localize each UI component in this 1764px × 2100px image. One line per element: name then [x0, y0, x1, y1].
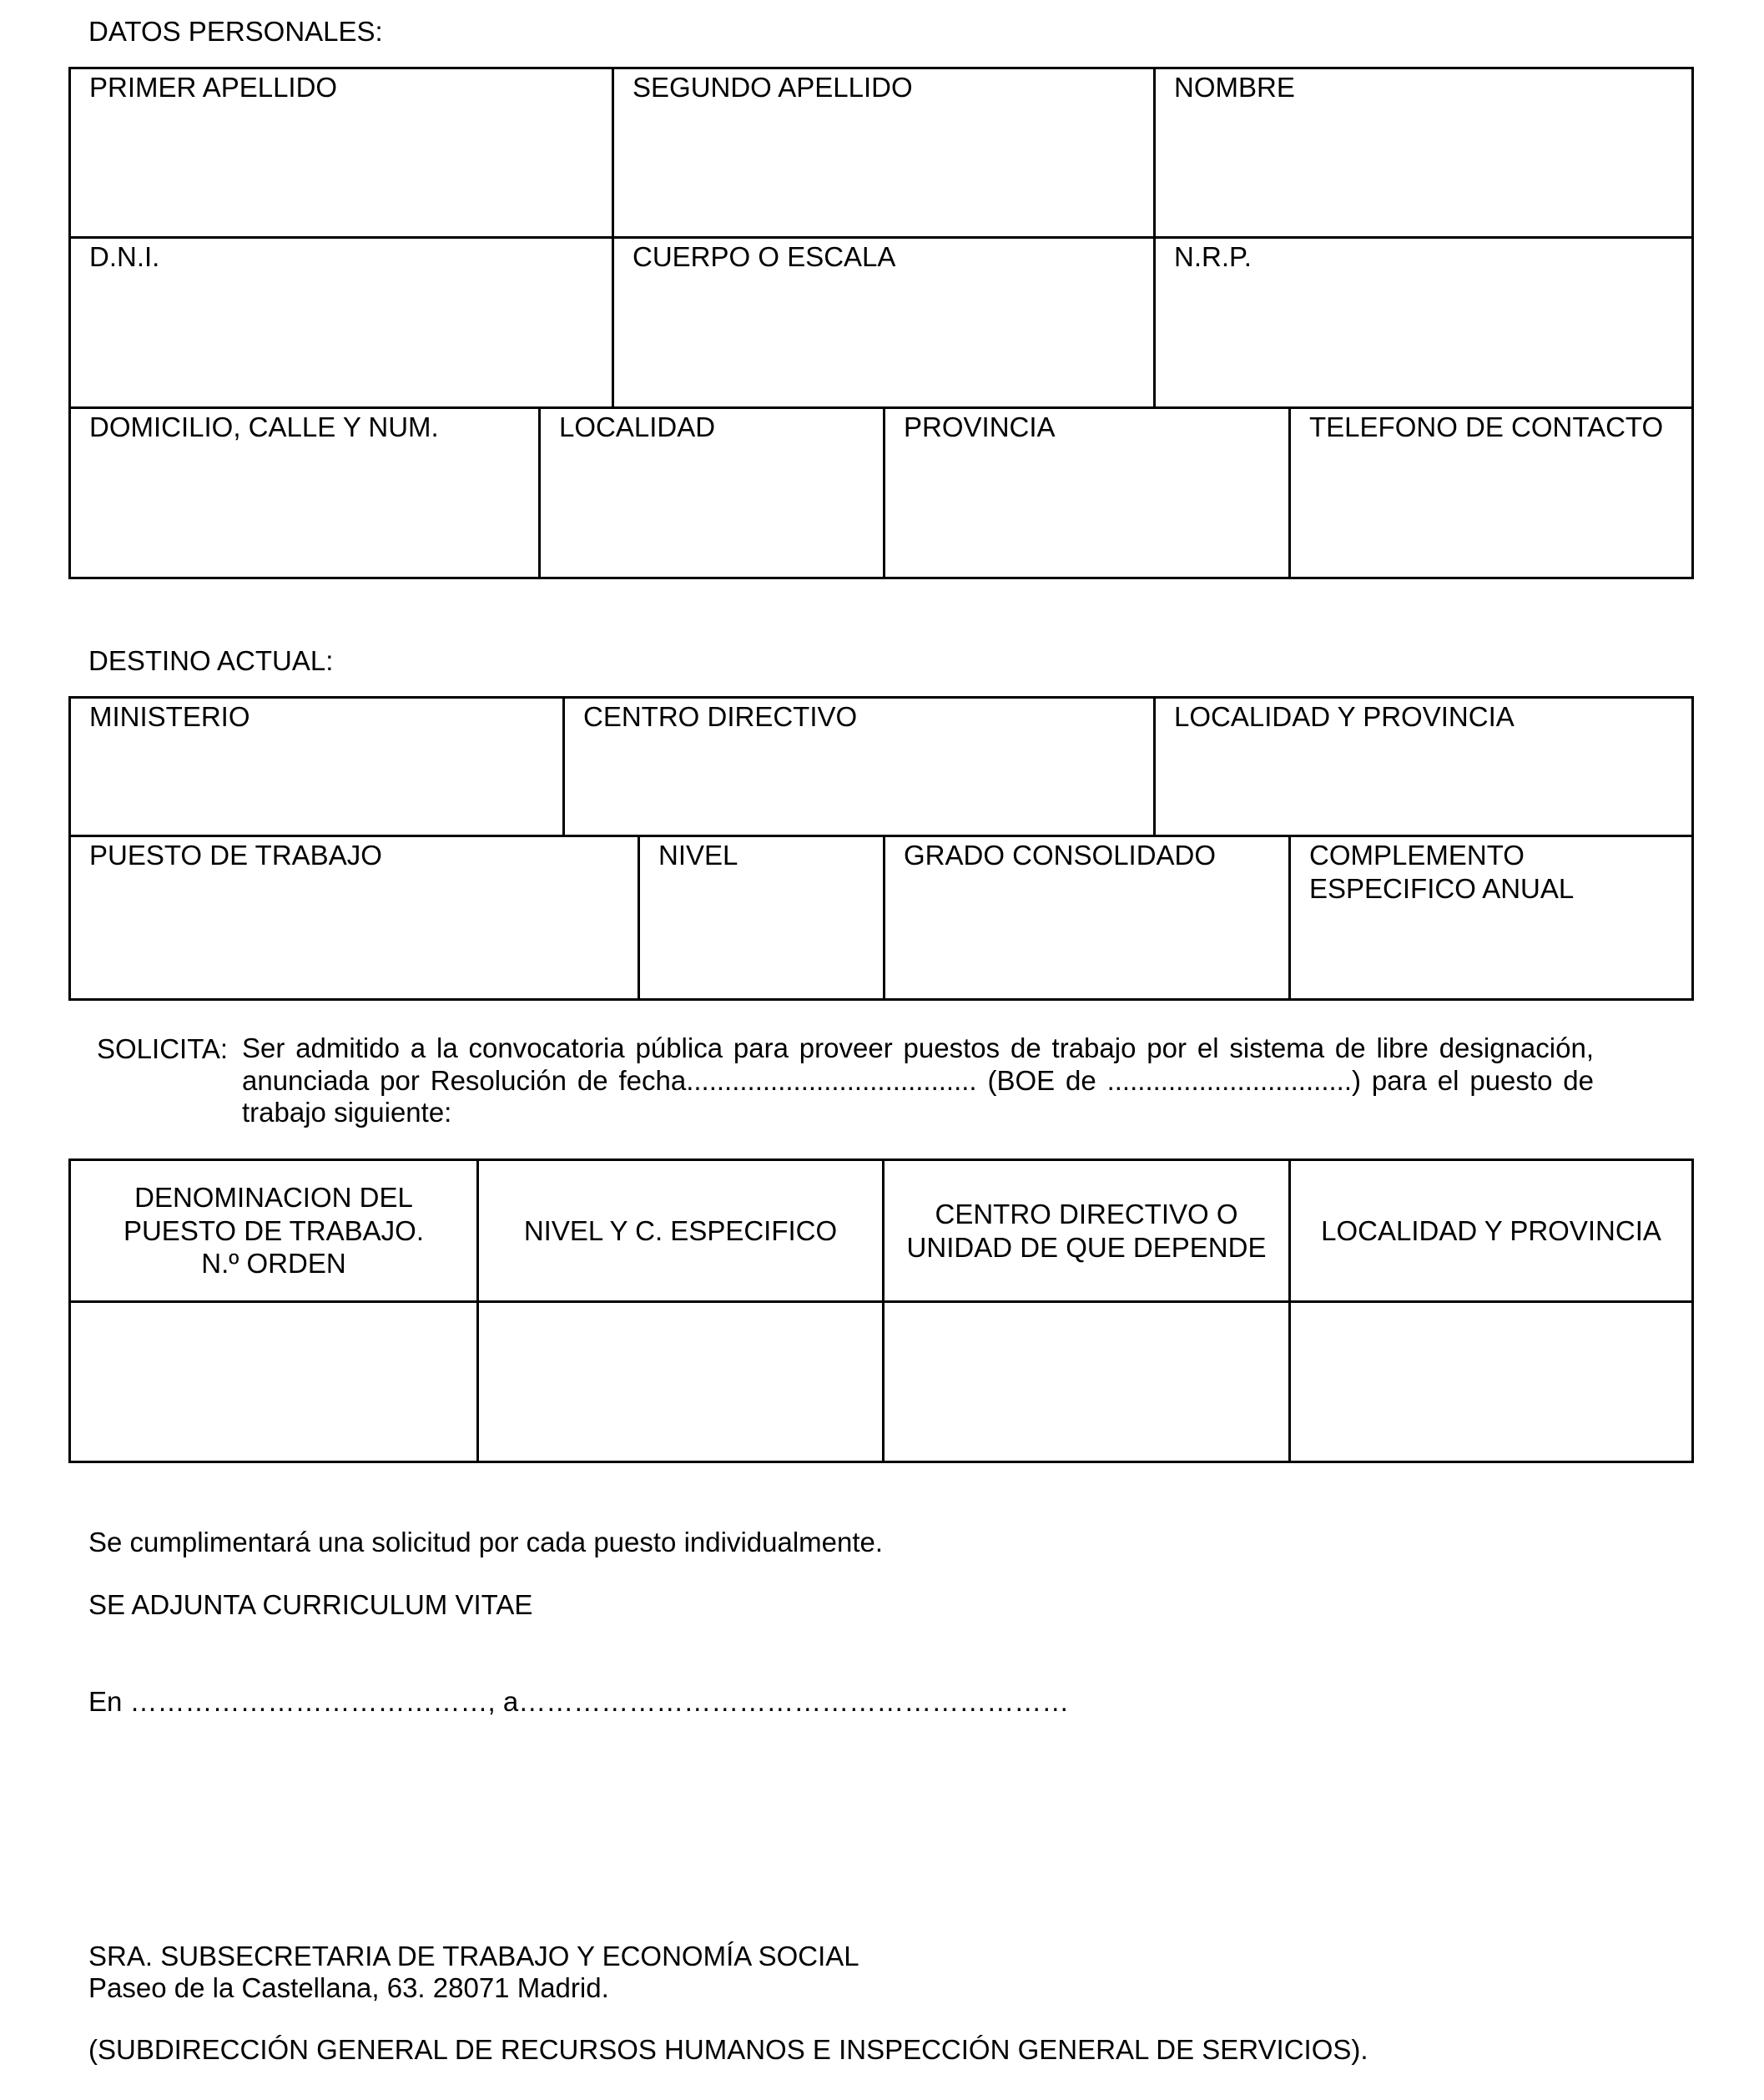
curriculum-note: SE ADJUNTA CURRICULUM VITAE — [88, 1589, 533, 1620]
segundo-apellido-label: SEGUNDO APELLIDO — [633, 72, 913, 103]
individual-note: Se cumplimentará una solicitud por cada puesto individualmente. — [88, 1527, 884, 1557]
destino-heading: DESTINO ACTUAL: — [88, 645, 334, 676]
segundo-apellido-field[interactable] — [612, 69, 1153, 236]
provincia-field[interactable] — [883, 409, 1288, 577]
localidad-provincia-input-cell[interactable] — [1288, 1303, 1691, 1461]
place-date-line[interactable]: En …………………………………, a…………………………………………………… — [88, 1686, 1070, 1717]
centro-unidad-header: CENTRO DIRECTIVO O UNIDAD DE QUE DEPENDE — [882, 1161, 1288, 1300]
personal-heading: DATOS PERSONALES: — [88, 16, 383, 47]
nivel-especifico-header: NIVEL Y C. ESPECIFICO — [476, 1161, 882, 1300]
grado-consolidado-field[interactable] — [883, 837, 1288, 998]
complemento-especifico-label: COMPLEMENTO ESPECIFICO ANUAL — [1309, 840, 1575, 904]
solicita-text: Ser admitido a la convocatoria pública para proveer puestos de trabajo por el sistema de libre designación, anunciada por Resolución de fecha...................................... (BOE de ................................) para el puesto de trabajo siguiente: — [242, 1032, 1594, 1128]
destino-table — [68, 696, 1694, 1001]
domicilio-field[interactable] — [71, 409, 538, 577]
ministerio-label: MINISTERIO — [89, 701, 250, 732]
primer-apellido-field[interactable] — [71, 69, 612, 236]
dni-field[interactable] — [71, 239, 612, 406]
domicilio-label: DOMICILIO, CALLE Y NUM. — [89, 411, 439, 442]
localidad-field[interactable] — [538, 409, 883, 577]
nrp-label: N.R.P. — [1174, 241, 1252, 272]
puesto-solicitado-table — [68, 1159, 1694, 1463]
centro-directivo-field[interactable] — [562, 699, 1153, 835]
dni-label: D.N.I. — [89, 241, 160, 272]
nivel-field[interactable] — [638, 837, 883, 998]
personal-data-table — [68, 67, 1694, 579]
centro-directivo-label: CENTRO DIRECTIVO — [583, 701, 858, 732]
ministerio-field[interactable] — [71, 699, 562, 835]
puesto-trabajo-field[interactable] — [71, 837, 638, 998]
localidad-provincia-header: LOCALIDAD Y PROVINCIA — [1288, 1161, 1691, 1300]
telefono-field[interactable] — [1288, 409, 1691, 577]
localidad-provincia-label: LOCALIDAD Y PROVINCIA — [1174, 701, 1515, 732]
localidad-provincia-field[interactable] — [1153, 699, 1691, 835]
telefono-label: TELEFONO DE CONTACTO — [1309, 411, 1664, 442]
addressee-department: (SUBDIRECCIÓN GENERAL DE RECURSOS HUMANOS E INSPECCIÓN GENERAL DE SERVICIOS). — [88, 2034, 1368, 2065]
addressee-address: Paseo de la Castellana, 63. 28071 Madrid. — [88, 1972, 609, 2003]
provincia-label: PROVINCIA — [904, 411, 1056, 442]
localidad-label: LOCALIDAD — [559, 411, 716, 442]
nombre-label: NOMBRE — [1174, 72, 1295, 103]
nrp-field[interactable] — [1153, 239, 1691, 406]
nivel-especifico-input-cell[interactable] — [476, 1303, 882, 1461]
nivel-label: NIVEL — [658, 840, 738, 871]
table-row — [71, 1300, 1691, 1461]
grado-consolidado-label: GRADO CONSOLIDADO — [904, 840, 1217, 871]
nombre-field[interactable] — [1153, 69, 1691, 236]
primer-apellido-label: PRIMER APELLIDO — [89, 72, 338, 103]
cuerpo-escala-field[interactable] — [612, 239, 1153, 406]
denominacion-input-cell[interactable] — [71, 1303, 476, 1461]
puesto-trabajo-label: PUESTO DE TRABAJO — [89, 840, 382, 871]
centro-unidad-input-cell[interactable] — [882, 1303, 1288, 1461]
complemento-especifico-field[interactable] — [1288, 837, 1691, 998]
addressee-title: SRA. SUBSECRETARIA DE TRABAJO Y ECONOMÍA SOCIAL — [88, 1941, 859, 1971]
denominacion-header: DENOMINACION DEL PUESTO DE TRABAJO. N.º ORDEN — [123, 1182, 425, 1280]
solicita-label: SOLICITA: — [97, 1033, 229, 1064]
cuerpo-escala-label: CUERPO O ESCALA — [633, 241, 896, 272]
